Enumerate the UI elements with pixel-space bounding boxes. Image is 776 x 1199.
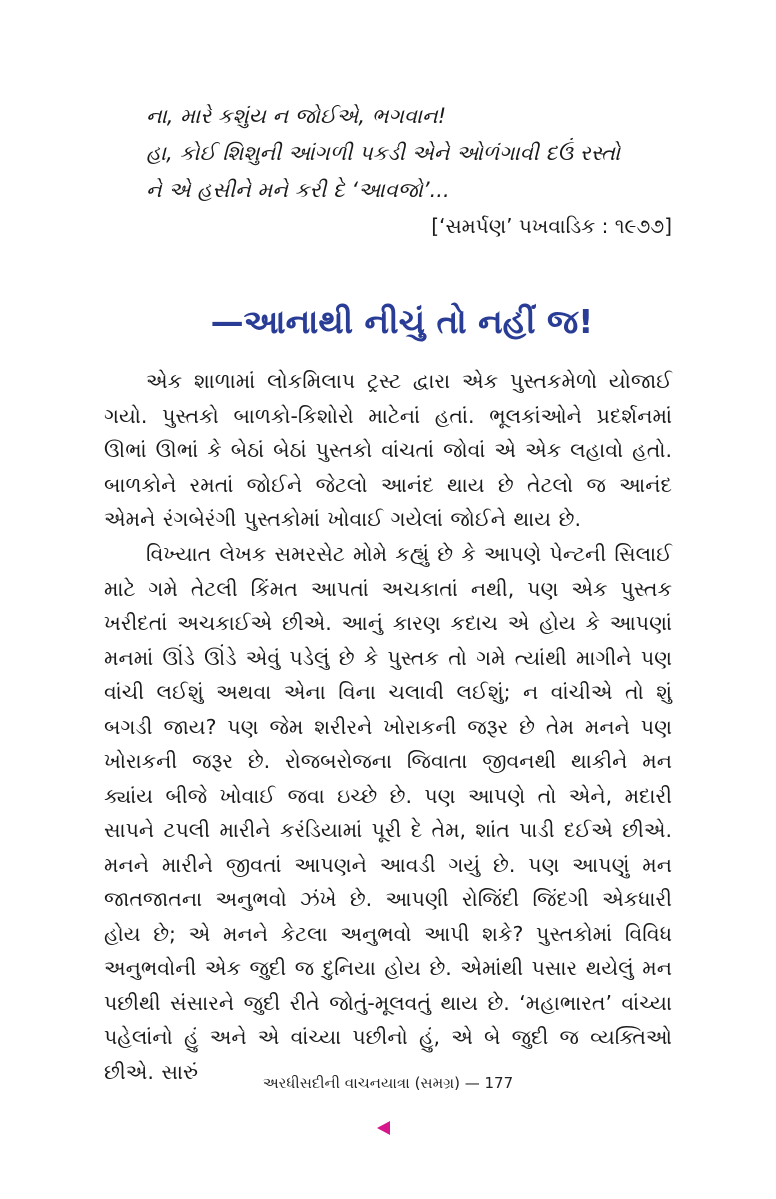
poem-citation: [‘સમર્પણ’ પખવાડિક : ૧૯૭૭] [431,214,672,238]
chapter-heading: —આનાથી નીચું તો નહીં જ! [210,302,594,341]
body-text-2 [104,537,672,1089]
paragraph: વિખ્યાત લેખક સમરસેટ મોમે કહ્યું છે કે આપણે પેન્ટની સિલાઈ માટે ગમે તેટલી કિંમત આપતાં અચકાતાં નથી, પણ એક પુસ્તક ખરીદતાં અચકાઈએ છીએ. આનું કારણ કદાચ એ હોય કે આપણાં મનમાં ઊંડે ઊંડે એવું પડેલું છે કે પુસ્તક તો ગમે ત્યાંથી માગીને પણ વાંચી લઈશું અથવા એના વિના ચલાવી લઈશું; ન વાંચીએ તો શું બગડી જાય? પણ જેમ શરીરને ખોરાકની જરૂર છે તેમ મનને પણ ખોરાકની જરૂર છે. રોજબરોજના જિવાતા જીવનથી થાકીને મન ક્યાંય બીજે ખોવાઈ જવા ઇચ્છે છે. પણ આપણે તો એને, મદારી સાપને ટપલી મારીને કરંડિયામાં પૂરી દે તેમ, શાંત પાડી દઈએ છીએ. મનને મારીને જીવતાં આપણને આવડી ગયું છે. પણ આપણું મન જાતજાતના અનુભવો ઝંખે છે. આપણી રોજિંદી જિંદગી એકધારી હોય છે; એ મનને કેટલા અનુભવો આપી શકે? પુસ્તકોમાં વિવિધ અનુભવોની એક જુદી જ દુનિયા હોય છે. એમાંથી પસાર થયેલું મન પછીથી સંસારને જુદી રીતે જોતું-મૂલવતું થાય છે. ‘મહાભારત’ વાંચ્યા પહેલાંનો હું અને એ વાંચ્યા પછીનો હું, એ બે જુદી જ વ્યક્તિઓ છીએ. સારું [104,542,672,1084]
body-text-1 [104,364,672,537]
page-footer: અરધીસદીની વાચનયાત્રા (સમગ્ર) — 177 [262,1074,514,1092]
previous-page-icon[interactable] [377,1121,390,1135]
poem-line: ના, મારે કશુંય ન જોઈએ, ભગવાન! [146,104,447,128]
poem-line: હા, કોઈ શિશુની આંગળી પકડી એને ઓળંગાવી દઉં રસ્તો [146,141,621,165]
paragraph: એક શાળામાં લોકમિલાપ ટ્રસ્ટ દ્વારા એક પુસ્તકમેળો યોજાઈ ગયો. પુસ્તકો બાળકો-કિશોરો માટેનાં હતાં. ભૂલકાંઓને પ્રદર્શનમાં ઊભાં ઊભાં કે બેઠાં બેઠાં પુસ્તકો વાંચતાં જોવાં એ એક લહાવો હતો. બાળકોને રમતાં જોઈને જેટલો આનંદ થાય છે તેટલો જ આનંદ એમને રંગબેરંગી પુસ્તકોમાં ખોવાઈ ગયેલાં જોઈને થાય છે. [104,369,672,531]
poem-line: ને એ હસીને મને કરી દે ‘આવજો’... [146,178,450,202]
poem-block [146,98,706,209]
